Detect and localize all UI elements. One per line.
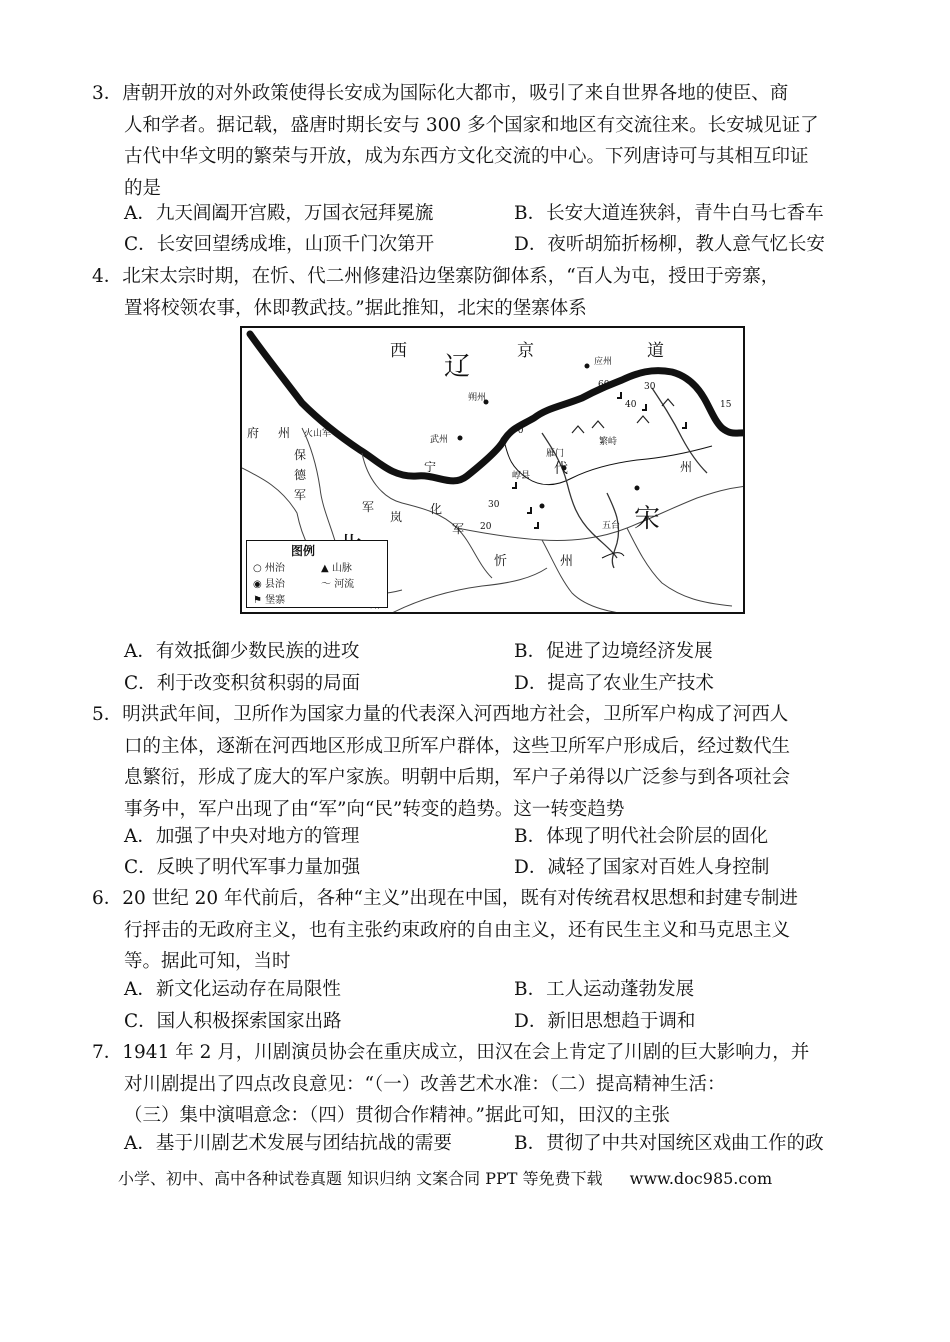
map-label: 朔州 [468,393,487,403]
question-3 [92,78,860,204]
legend-item: ⚑ 堡寨 [253,595,286,606]
question-7-line: 对川剧提出了四点改良意见：“（一）改善艺术水准：（二）提高精神生活： [124,1073,726,1095]
question-4-line: 置将校领农事，休即教武技。”据此推知，北宋的堡寨体系 [124,297,587,319]
question-3-line: 人和学者。据记载，盛唐时期长安与 300 多个国家和地区有交流往来。长安城见证了 [124,114,819,136]
map-label: 代 [554,461,568,477]
question-3-options-row [124,230,864,261]
option-d[interactable]: D．夜听胡笳折杨柳，教人意气忆长安 [514,234,825,255]
question-3-line: 的是 [124,177,162,199]
question-7-line: （三）集中演唱意念：（四）贯彻合作精神。”据此可知，田汉的主张 [124,1105,670,1126]
question-5-options-row [124,853,864,884]
map-label: 州 [680,460,693,474]
option-a[interactable]: A．新文化运动存在局限性 [124,979,341,1000]
question-5-line: 息繁衍，形成了庞大的军户家族。明朝中后期，军户子弟得以广泛参与到各项社会 [124,767,791,788]
footer-text: 小学、初中、高中各种试卷真题 知识归纳 文案合同 PPT 等免费下载 [118,1169,603,1188]
map-label: 府 [247,426,260,440]
option-d[interactable]: D．提高了农业生产技术 [514,673,714,694]
map-label: 军 [362,500,375,514]
map-number: 30 [488,500,500,510]
option-a[interactable]: A．九天阊阖开宫殿，万国衣冠拜冕旒 [124,203,434,224]
question-5 [92,699,860,825]
map-label: 繁峙 [599,437,618,447]
map-number: 40 [625,400,637,410]
option-b[interactable]: B．工人运动蓬勃发展 [514,979,695,1000]
question-4-line: 4．北宋太宗时期，在忻、代二州修建沿边堡寨防御体系，“百人为屯，授田于旁寨， [92,266,780,287]
map-number: 15 [720,400,732,410]
map-label: 火山军 [304,429,332,439]
legend-item: ▲ 山脉 [321,563,352,574]
question-7-options-row [124,1129,864,1160]
option-b[interactable]: B．促进了边境经济发展 [514,641,713,662]
legend-label: 州治 [264,563,285,574]
legend-title: 图例 [291,544,316,558]
question-6-options-row [124,975,864,1006]
question-6-options-row [124,1007,864,1038]
page-footer [118,1166,772,1189]
option-b[interactable]: B．贯彻了中共对国统区戏曲工作的政 [514,1133,824,1154]
map-label: 雁门 [546,449,565,459]
map-number: 70 [512,426,524,436]
question-4 [92,261,860,324]
map-label: 州 [560,554,574,569]
option-b[interactable]: B．长安大道连狭斜，青牛白马七香车 [514,203,824,224]
question-3-options-row [124,199,864,230]
map-label: 化 [430,502,443,516]
map-label: 岚 [390,510,403,524]
question-6-line: 6．20 世纪 20 年代前后，各种“主义”出现在中国，既有对传统君权思想和封建专制进 [92,888,798,909]
legend-item: ◉ 县治 [253,579,285,590]
northern-song-fortress-map [240,326,745,614]
map-label: 辽 [444,352,471,382]
legend-label: 县治 [264,579,285,590]
map-label: 德 [294,468,307,482]
question-5-line: 事务中，军户出现了由“军”向“民”转变的趋势。这一转变趋势 [124,798,625,820]
map-legend [246,540,388,608]
question-3-line: 3．唐朝开放的对外政策使得长安成为国际化大都市，吸引了来自世界各地的使臣、商 [92,83,789,104]
map-label: 保 [294,448,307,462]
map-label: 西 [390,341,407,361]
map-number: 60 [598,380,610,390]
option-c[interactable]: C．利于改变积贫积弱的局面 [124,673,361,694]
option-b[interactable]: B．体现了明代社会阶层的固化 [514,826,769,847]
map-label: 武州 [430,435,449,445]
map-label: 道 [647,341,664,361]
option-d[interactable]: D．新旧思想趋于调和 [514,1011,696,1032]
question-4-options-row [124,669,864,700]
map-label: 宋 [634,504,661,534]
option-c[interactable]: C．反映了明代军事力量加强 [124,857,361,878]
question-5-options-row [124,822,864,853]
map-label: 应州 [594,357,613,367]
legend-item: ○ 州治 [253,563,285,574]
question-6-line: 等。据此可知，当时 [124,951,291,972]
question-5-line: 5．明洪武年间，卫所作为国家力量的代表深入河西地方社会，卫所军户构成了河西人 [92,704,789,725]
map-label: 军 [452,522,465,536]
question-7 [92,1037,860,1132]
question-5-line: 口的主体，逐渐在河西地区形成卫所军户群体，这些卫所军户形成后，经过数代生 [124,735,791,757]
question-7-line: 7．1941 年 2 月，川剧演员协会在重庆成立，田汉在会上肯定了川剧的巨大影响力，并 [92,1042,810,1063]
legend-label: 河流 [334,579,355,590]
question-3-line: 古代中华文明的繁荣与开放，成为东西方文化交流的中心。下列唐诗可与其相互印证 [124,146,809,167]
map-number: 20 [480,522,492,532]
legend-label: 山脉 [331,563,352,574]
map-number: 30 [644,382,656,392]
legend-label: 堡寨 [265,595,286,606]
map-label: 军 [294,488,307,502]
question-6 [92,883,860,978]
option-a[interactable]: A．基于川剧艺术发展与团结抗战的需要 [124,1133,452,1154]
footer-url[interactable]: www.doc985.com [629,1169,773,1188]
map-label: 州 [278,426,291,440]
option-c[interactable]: C．国人积极探索国家出路 [124,1011,342,1032]
map-label: 京 [517,341,534,361]
option-a[interactable]: A．有效抵御少数民族的进攻 [124,641,360,662]
option-d[interactable]: D．减轻了国家对百姓人身控制 [514,857,770,878]
legend-item: 〜 河流 [321,579,355,590]
map-label: 忻 [494,554,508,569]
map-label: 宁 [424,460,437,474]
question-6-line: 行抨击的无政府主义，也有主张约束政府的自由主义，还有民生主义和马克思主义 [124,919,791,941]
option-c[interactable]: C．长安回望绣成堆，山顶千门次第开 [124,234,435,255]
map-label: 五台 [602,521,621,531]
map-label: 崞县 [512,471,531,481]
option-a[interactable]: A．加强了中央对地方的管理 [124,826,360,847]
question-4-options-row [124,637,864,668]
